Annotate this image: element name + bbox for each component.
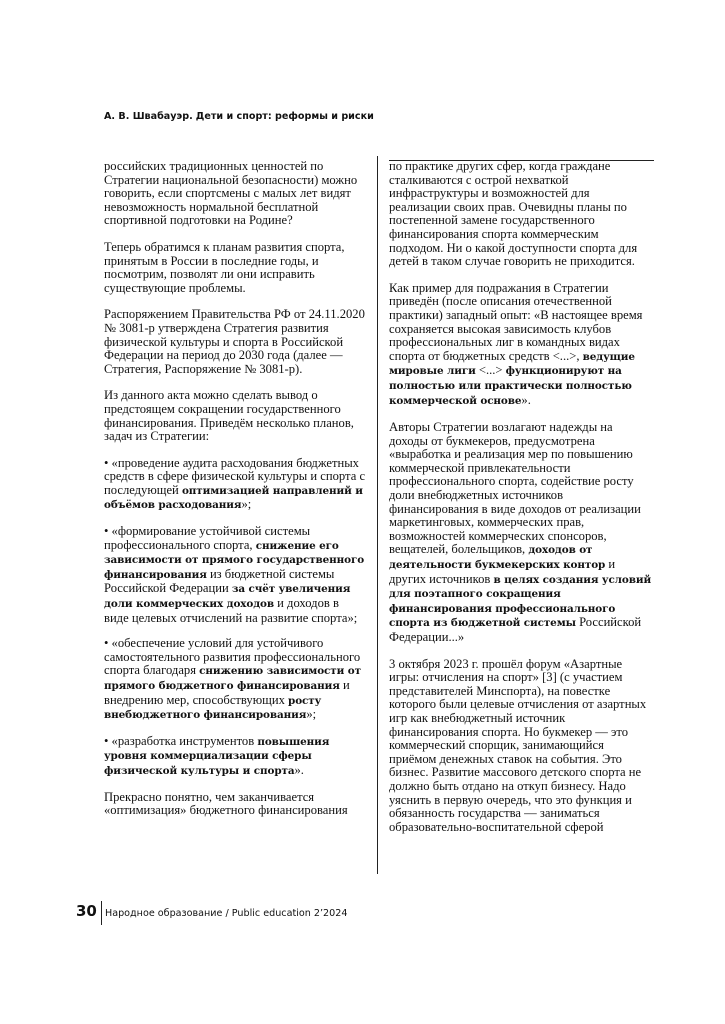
bullet-emphasis: оптимизацией направлений и объёмов расходования: [104, 484, 363, 512]
paragraph: по практике других сфер, когда граждане сталкиваются с острой нехваткой инфраструктуры и возможностей для реализации своих прав. Очевидны планы по постепенной замене государственного финансирования спорта коммерческим подходом. Ни о какой доступности спорта для детей в таком случае говорить не приходится.: [389, 159, 638, 269]
paragraph: Распоряжением Правительства РФ от 24.11.2020 № 3081-р утверждена Стратегия развития физической культуры и спорта в Российской Федерации на период до 2030 года (далее — Стратегия, Распоряжение № 3081-р).: [104, 307, 365, 376]
page-number: 30: [76, 902, 97, 920]
paragraph: [389, 282, 654, 408]
paragraph-text: и других источников: [389, 557, 616, 586]
footer-journal: Народное образование / Public education 2’2024: [105, 908, 348, 919]
running-head-author: А. В. Швабауэр.: [104, 111, 193, 122]
bullet-emphasis: снижению зависимости от прямого бюджетного финансирования: [104, 665, 361, 692]
left-column: [104, 160, 366, 831]
paragraph-text: <...>: [475, 363, 506, 378]
bullet-text: ».: [294, 762, 304, 777]
bullet-text: и доходов в виде целевых отчислений на развитие спорта»;: [104, 596, 358, 625]
paragraph-emphasis: доходов от деятельности букмекерских контор: [389, 544, 606, 572]
paragraph: российских традиционных ценностей по Стратегии национальной безопасности) можно говорить, если спортсмены с малых лет видят невозможность нормальной бесплатной спортивной подготовки на Родине?: [104, 159, 358, 228]
bullet-text: • «обеспечение условий для устойчивого самостоятельного развития профессионального спорта благодаря: [104, 636, 361, 678]
bullet-emphasis: за счёт увеличения доли коммерческих доходов: [104, 583, 351, 611]
paragraph-text: Как пример для подражания в Стратегии приведён (после описания отечественной практики) западный опыт: «В настоящее время сохраняется высокая зависимость клубов профессиональных лиг в командных видах спорта от бюджетных средств <...>,: [389, 280, 643, 363]
column-divider: [377, 156, 378, 874]
paragraph: Теперь обратимся к планам развития спорта, принятым в России в последние годы, и посмотрим, позволят ли они исправить существующие проблемы.: [104, 239, 345, 295]
bullet-emphasis: повышения уровня коммерциализации сферы физической культуры и спорта: [104, 735, 330, 777]
right-column: [389, 160, 654, 847]
paragraph-text: Российской Федерации...»: [389, 615, 642, 644]
bullet-text: »;: [241, 497, 252, 512]
bullet-item: [104, 457, 366, 513]
paragraph: Из данного акта можно сделать вывод о предстоящем сокращении государственного финансирования. Приведём несколько планов, задач из Стратегии:: [104, 388, 354, 444]
paragraph-text: ».: [521, 392, 531, 407]
running-head-title: Дети и спорт: реформы и риски: [195, 111, 374, 122]
bullet-text: и внедрению мер, способствующих: [104, 678, 350, 707]
paragraph: 3 октября 2023 г. прошёл форум «Азартные игры: отчисления на спорт» [3] (с участием представителей Минспорта), на повестке которого были целевые отчисления от азартных игр как внебюджетный источник финансирования спорта. Но букмекер — это коммерческий спорщик, занимающийся приёмом денежных ставок на события. Это бизнес. Развитие массового детского спорта не должно быть отдано на откуп бизнесу. Надо уяснить в первую очередь, что это функция и обязанность государства — заниматься образовательно-воспитательной сферой: [389, 656, 647, 834]
paragraph: Прекрасно понятно, чем заканчивается «оптимизация» бюджетного финансирования: [104, 789, 348, 818]
bullet-text: »;: [306, 707, 317, 722]
paragraph-emphasis: в целях создания условий для поэтапного сокращения финансирования профессионального спорта из бюджетной системы: [389, 573, 652, 630]
paragraph-emphasis: ведущие мировые лиги: [389, 350, 635, 378]
paragraph: [389, 421, 654, 645]
bullet-text: • «формирование устойчивой системы профессионального спорта,: [104, 524, 311, 552]
bullet-text: • «разработка инструментов: [104, 733, 258, 748]
paragraph-text: Авторы Стратегии возлагают надежды на доходы от букмекеров, предусмотрена «выработка и реализация мер по повышению коммерческой привлекательности профессионального спорта, содействие росту доли внебюджетных источников финансирования в виде доходов от реализации маркетинговых, коммерческих прав, возможностей коммерческих спонсоров, вещателей, болельщиков,: [389, 420, 641, 557]
bullet-item: [104, 735, 366, 779]
bullet-emphasis: снижение его зависимости от прямого государственного финансирования: [104, 539, 365, 581]
footer-divider: [101, 901, 102, 925]
bullet-text: из бюджетной системы Российской Федерации: [104, 566, 335, 596]
bullet-emphasis: росту внебюджетного финансирования: [104, 694, 322, 722]
bullet-item: [104, 525, 366, 625]
running-head: [104, 111, 664, 122]
bullet-text: • «проведение аудита расходования бюджетных средств в сфере физической культуры и спорта с последующей: [104, 455, 366, 497]
bullet-item: [104, 637, 366, 723]
paragraph-emphasis: функционируют на полностью или практически полностью коммерческой основе: [389, 365, 632, 407]
